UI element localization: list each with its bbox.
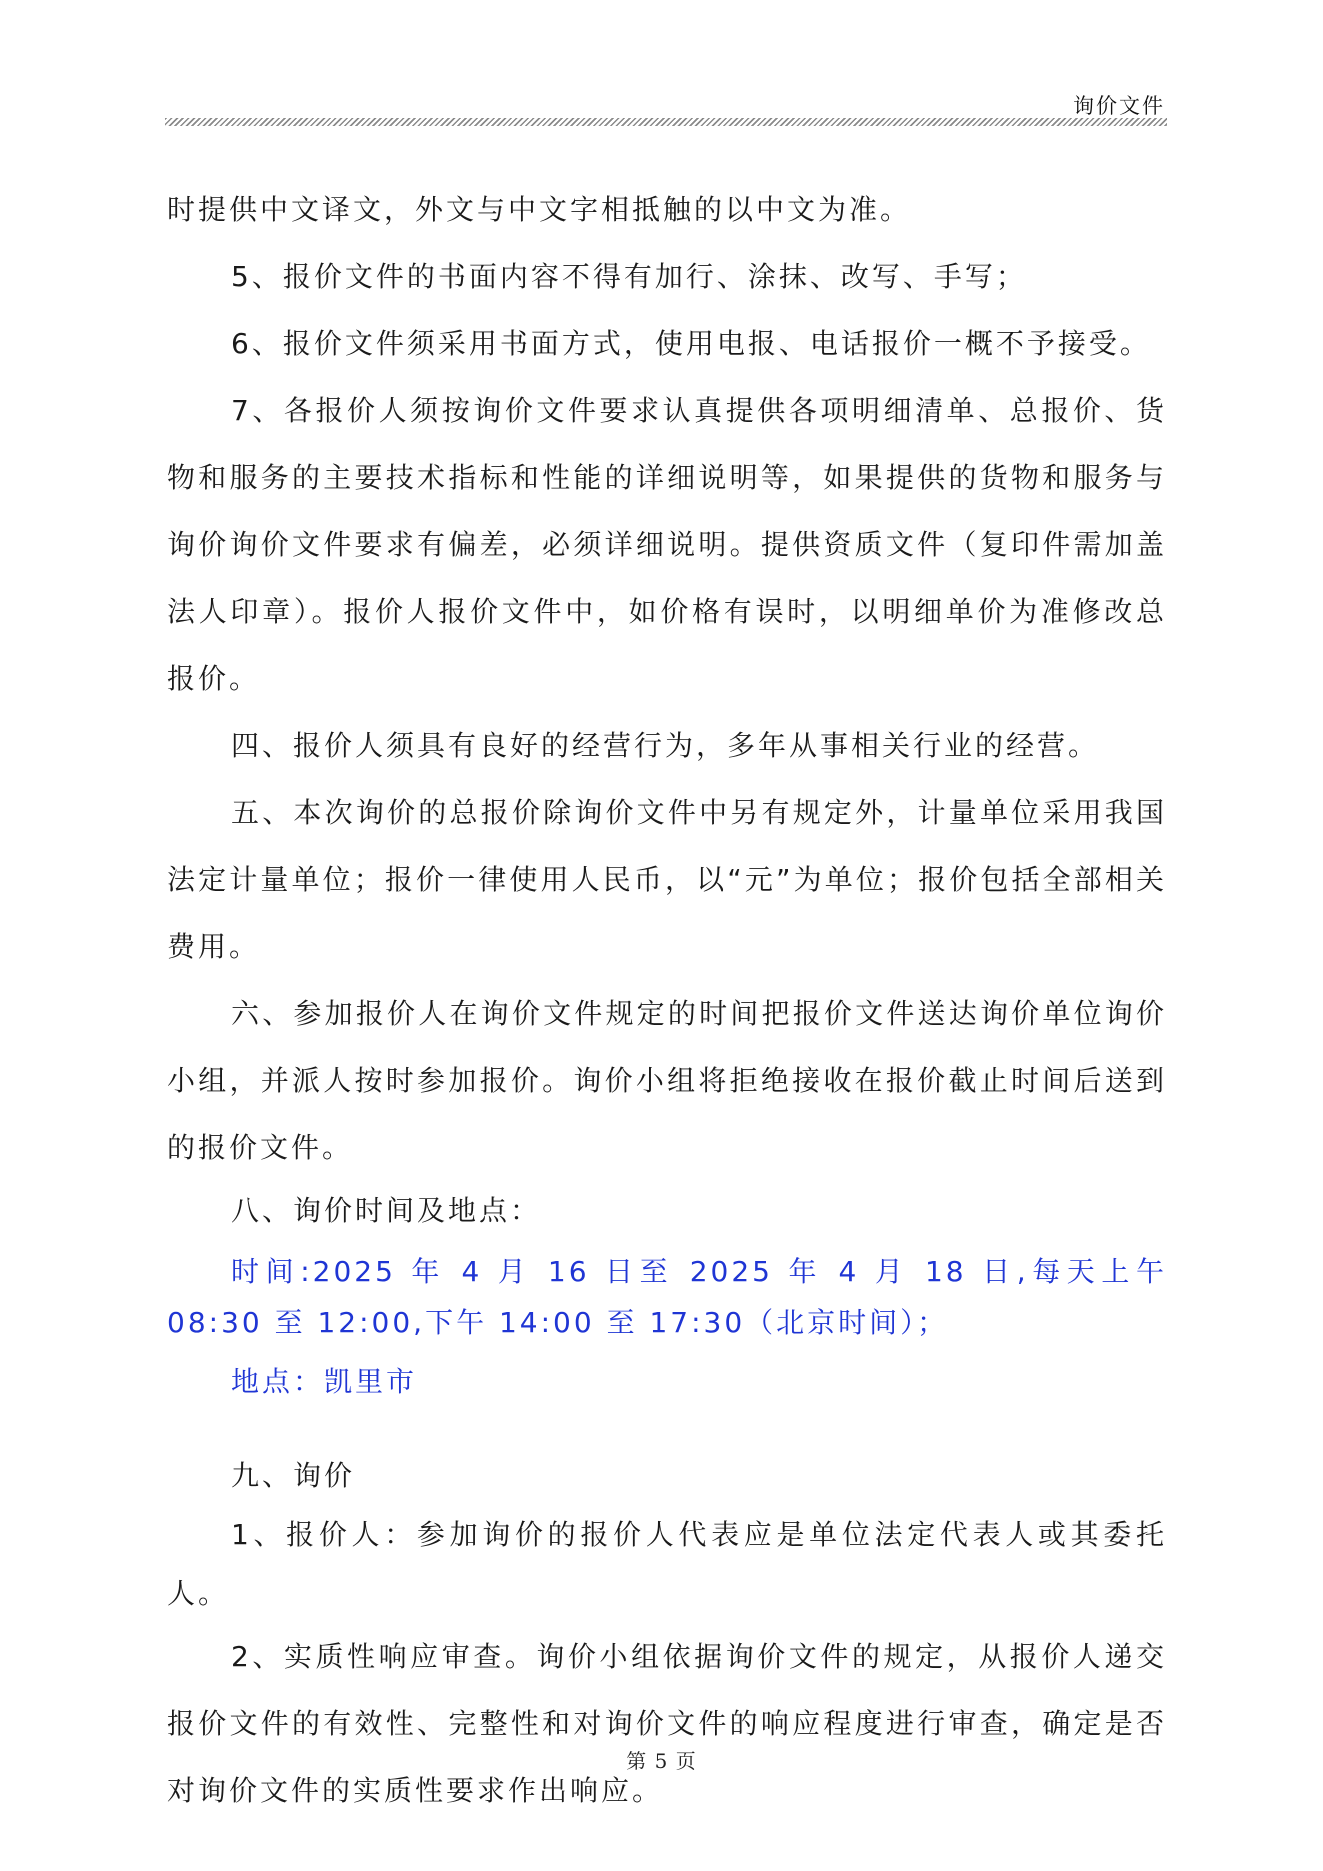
paragraph-continuation: 时提供中文译文，外文与中文字相抵触的以中文为准。 (167, 193, 912, 226)
page-number: 第 5 页 (626, 1749, 697, 1773)
header-title: 询价文件 (1073, 94, 1165, 118)
header-rule (165, 118, 1167, 126)
section-8-heading: 八、询价时间及地点： (231, 1194, 542, 1227)
clause-5: 5、报价文件的书面内容不得有加行、涂抹、改写、手写； (231, 260, 1027, 293)
spacer (167, 1412, 1167, 1446)
clause-7: 7、各报价人须按询价文件要求认真提供各项明细清单、总报价、货物和服务的主要技术指标和性能的详细说明等，如果提供的货物和服务与询价询价文件要求有偏差，必须详细说明。提供资质文件（复印件需加盖法人印章）。报价人报价文件中，如价格有误时，以明细单价为准修改总报价。 (167, 394, 1167, 695)
section-9-heading: 九、询价 (231, 1459, 356, 1492)
section-4: 四、报价人须具有良好的经营行为，多年从事相关行业的经营。 (231, 729, 1100, 762)
clause-9-1: 1、报价人：参加询价的报价人代表应是单位法定代表人或其委托人。 (167, 1518, 1167, 1610)
section-6: 六、参加报价人在询价文件规定的时间把报价文件送达询价单位询价小组，并派人按时参加报价。询价小组将拒绝接收在报价截止时间后送到的报价文件。 (167, 997, 1167, 1164)
section-5: 五、本次询价的总报价除询价文件中另有规定外，计量单位采用我国法定计量单位；报价一律使用人民币，以“元”为单位；报价包括全部相关费用。 (167, 796, 1167, 963)
inquiry-time: 时间:2025 年 4 月 16 日至 2025 年 4 月 18 日,每天上午 08:30 至 12:00,下午 14:00 至 17:30（北京时间）； (167, 1255, 1167, 1339)
clause-9-2: 2、实质性响应审查。询价小组依据询价文件的规定，从报价人递交报价文件的有效性、完整性和对询价文件的响应程度进行审查，确定是否对询价文件的实质性要求作出响应。 (167, 1640, 1167, 1807)
inquiry-location: 地点：凯里市 (231, 1365, 418, 1398)
clause-6: 6、报价文件须采用书面方式，使用电报、电话报价一概不予接受。 (231, 327, 1151, 360)
document-body (167, 176, 1167, 1824)
